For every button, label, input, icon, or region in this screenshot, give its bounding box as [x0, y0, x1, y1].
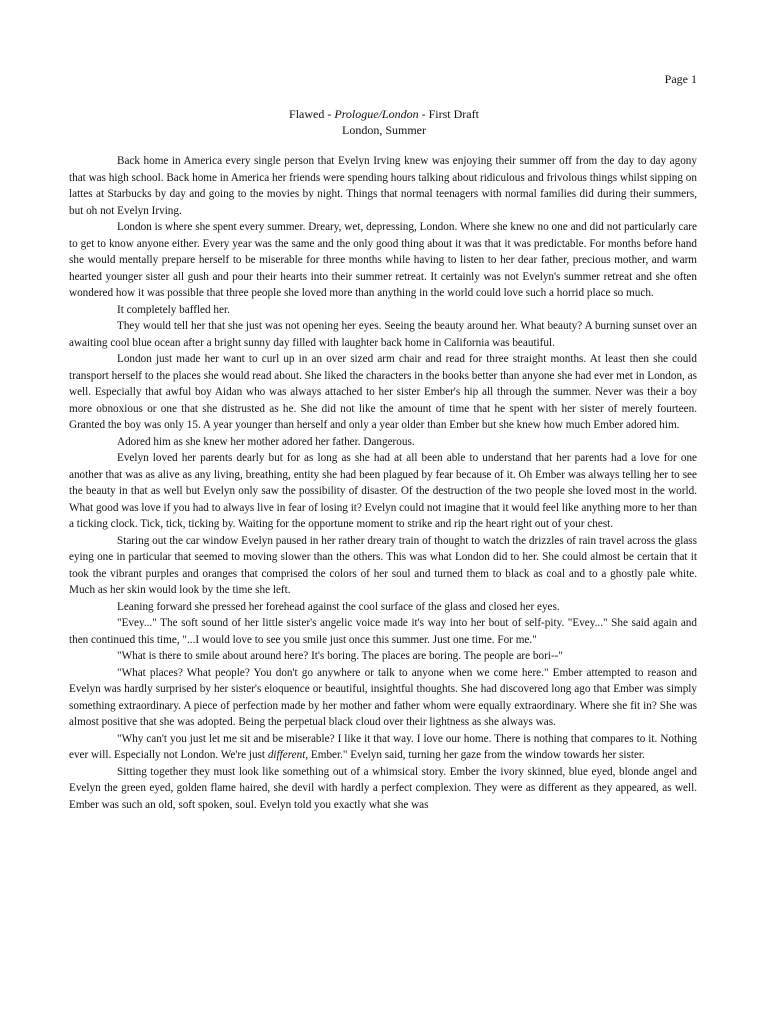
- paragraph: It completely baffled her.: [117, 303, 230, 316]
- document-body: [69, 153, 697, 813]
- paragraph: Back home in America every single person that Evelyn Irving knew was enjoying their summer off from the day to day agony that was high school. Back home in America her friends were spending hours talking about ridiculous and frivolous things whilst sipping on lattes at Starbucks by day and going to the movies by night. Things that normal teenagers with normal families did during their summers, but oh not Evelyn Irving.: [69, 155, 697, 217]
- paragraph: Sitting together they must look like something out of a whimsical story. Ember the ivory skinned, blue eyed, blonde angel and Evelyn the green eyed, golden flame haired, she devil with hardly a perfect complexion. They were as different as they appeared, as well. Ember was such an old, soft spoken, soul. Evelyn told you exactly what she was: [69, 765, 697, 811]
- paragraph: London just made her want to curl up in an over sized arm chair and read for three straight months. At least then she could transport herself to the places she would read about. She liked the characters in the books better than anyone she had ever met in London, as well. Especially that awful boy Aidan who was always attached to her sister Ember's hip all through the summer. Never was their a boy more obnoxious or one that she distrusted as he. She did not like the amount of time that he spent with her sister of merely fourteen. Granted the boy was only 15. A year younger than herself and only a year older than Ember but she knew how much Ember adored him.: [69, 353, 697, 431]
- paragraph-text: , Ember." Evelyn said, turning her gaze from the window towards her sister.: [305, 749, 645, 761]
- title-prefix: Flawed -: [289, 107, 335, 121]
- paragraph: Leaning forward she pressed her forehead against the cool surface of the glass and closed her eyes.: [117, 600, 560, 613]
- page-number: Page 1: [664, 72, 697, 86]
- document-subtitle: London, Summer: [342, 123, 426, 137]
- paragraph: "What places? What people? You don't go anywhere or talk to anyone when we come here." Ember attempted to reason and Evelyn was hardly surprised by her sister's eloquence or beautiful, insightful thoughts. She had discovered long ago that Ember was simply something extraordinary. A piece of perfection made by her mother and father whom were equally extraordinary. Where she fit in? She was almost positive that she was adopted. Being the perpetual black cloud over their lightness as she always was.: [69, 666, 697, 728]
- paragraph: London is where she spent every summer. Dreary, wet, depressing, London. Where she knew no one and did not particularly care to get to know anyone either. Every year was the same and the only good thing about it was that it was predictable. For months before hand she would mentally prepare herself to be miserable for three months while having to listen to her dear father, precious mother, and warm hearted younger sister all gush and pour their hearts into their summer retreat. It certainly was not Evelyn's summer retreat and she often wondered how it was possible that three people she loved more than anything in the world could love such a horrid place so much.: [69, 221, 697, 299]
- paragraph: Evelyn loved her parents dearly but for as long as she had at all been able to understand that her parents had a love for one another that was as alive as any living, breathing, entity she had been plagued by fear because of it. Oh Ember was always telling her to see the beauty in that as well but Evelyn only saw the possibility of disaster. Of the destruction of the two people she loved most in the world. What good was love if you had to always live in fear of losing it? Evelyn could not imagine that it would feel like anything more to her than a ticking clock. Tick, tick, ticking by. Waiting for the opportune moment to strike and rip the heart right out of your chest.: [69, 452, 697, 530]
- title-suffix: - First Draft: [418, 107, 479, 121]
- paragraph: Staring out the car window Evelyn paused in her rather dreary train of thought to watch the drizzles of rain travel across the glass eying one in particular that seemed to moving slower than the others. This was what London did to her. She could almost be certain that it took the vibrant purples and oranges that comprised the colors of her soul and turned them to black as coal and to a ghostly pale white. Much as her skin would look by the time she left.: [69, 534, 697, 596]
- paragraph: Adored him as she knew her mother adored her father. Dangerous.: [117, 435, 415, 448]
- document-title: [0, 106, 768, 122]
- paragraph: [69, 731, 697, 764]
- paragraph: "What is there to smile about around here? It's boring. The places are boring. The people are bori--": [117, 650, 563, 662]
- paragraph: "Evey..." The soft sound of her little sister's angelic voice made it's way into her bout of self-pity. "Evey..." She said again and then continued this time, "...I would love to see you smile just once this summer. Just one time. For me.": [69, 617, 697, 646]
- emphasis-text: different: [267, 749, 306, 761]
- paragraph-text: "Why can't you just let me sit and be miserable? I like it that way. I love our home. There is nothing that compares to it. Nothing ever will. Especially not London. We're just: [69, 732, 697, 761]
- paragraph: They would tell her that she just was not opening her eyes. Seeing the beauty around her. What beauty? A burning sunset over an awaiting cool blue ocean after a bright sunny day filled with laughter back home in California was beautiful.: [69, 320, 697, 349]
- title-italic: Prologue/London: [334, 107, 419, 121]
